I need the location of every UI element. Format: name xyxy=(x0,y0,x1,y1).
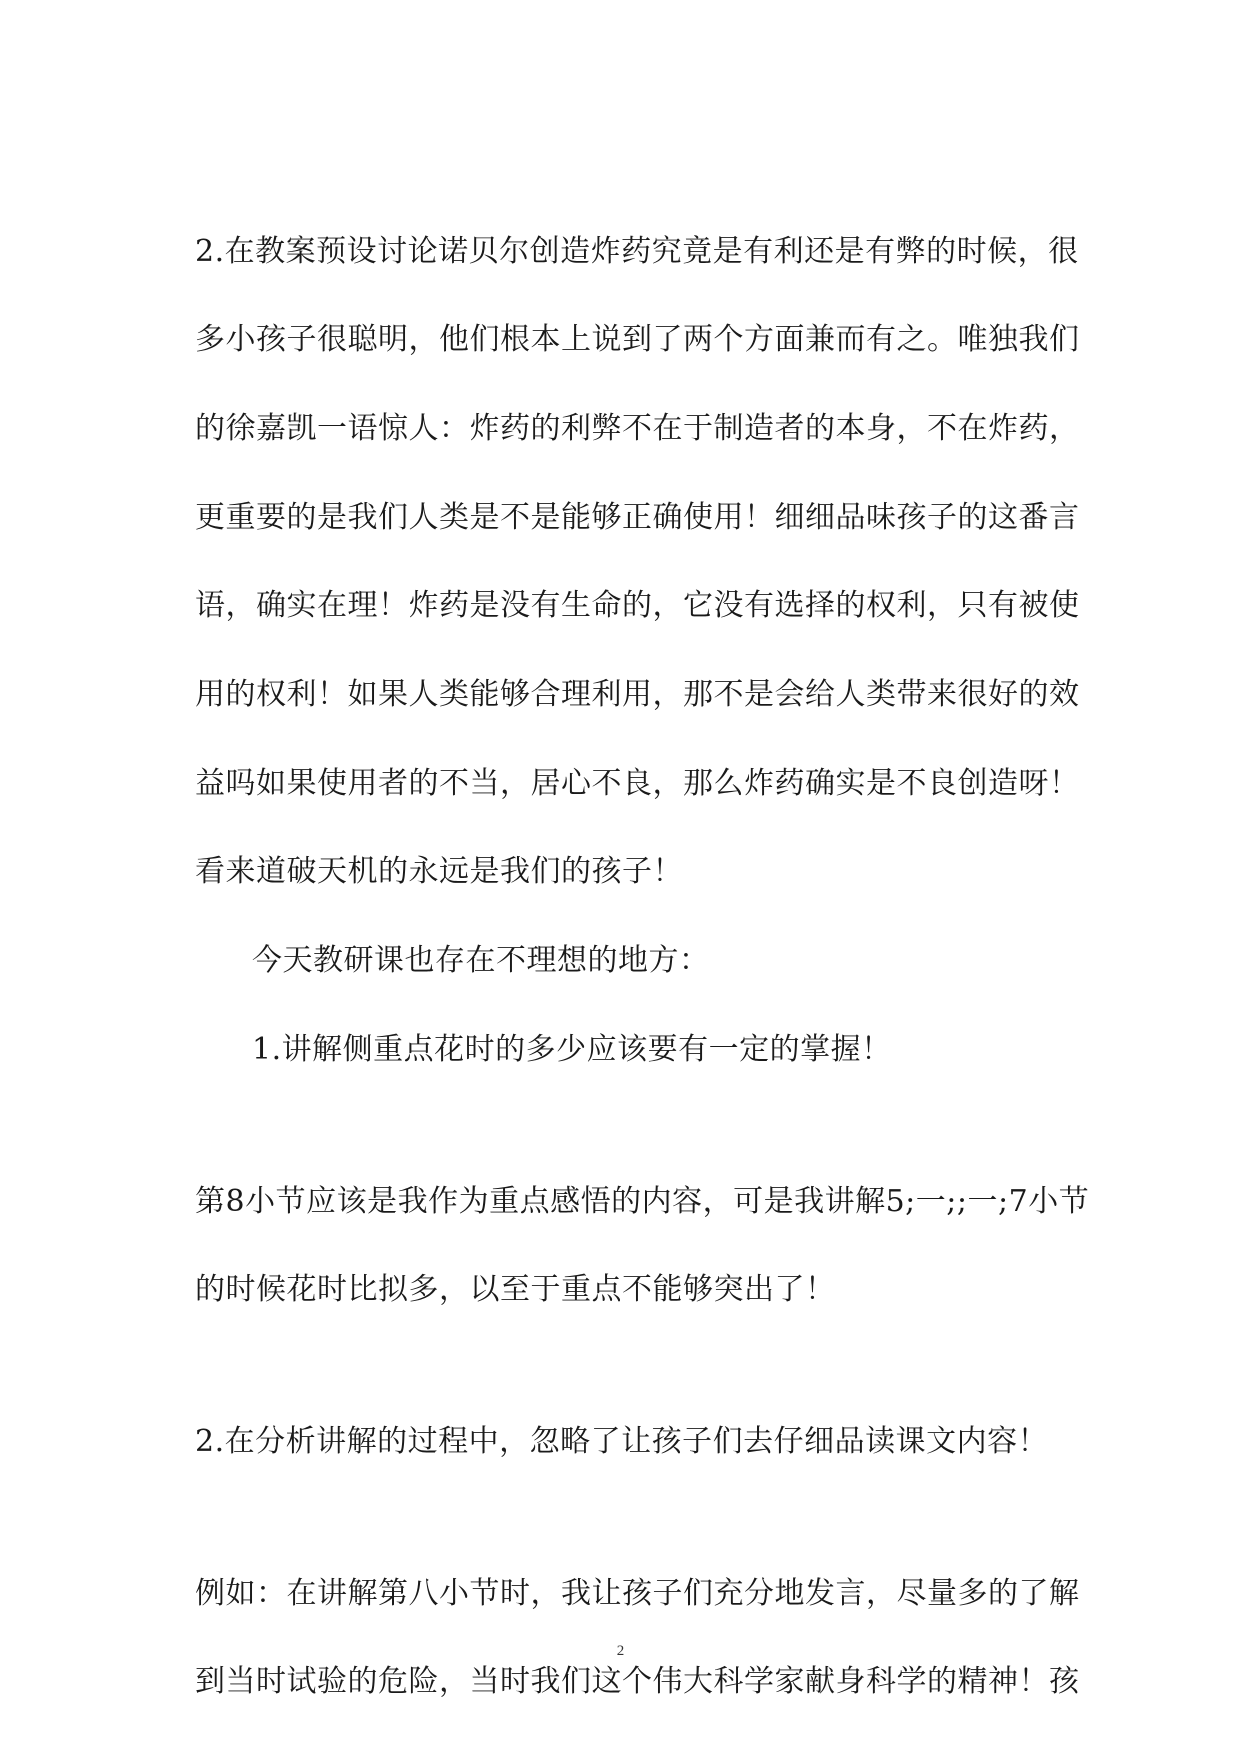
text-line: 2.在分析讲解的过程中，忽略了让孩子们去仔细品读课文内容！ xyxy=(195,1424,1049,1459)
text-line: 看来道破天机的永远是我们的孩子！ xyxy=(195,854,683,889)
text-line: 今天教研课也存在不理想的地方： xyxy=(252,943,710,978)
text-line: 益吗如果使用者的不当，居心不良，那么炸药确实是不良创造呀！ xyxy=(195,766,1080,801)
text-line: 例如：在讲解第八小节时，我让孩子们充分地发言，尽量多的了解 xyxy=(195,1576,1080,1611)
text-line: 多小孩子很聪明，他们根本上说到了两个方面兼而有之。唯独我们 xyxy=(195,322,1080,357)
text-line: 2.在教案预设讨论诺贝尔创造炸药究竟是有利还是有弊的时候，很 xyxy=(195,234,1079,269)
text-line: 的徐嘉凯一语惊人：炸药的利弊不在于制造者的本身，不在炸药， xyxy=(195,411,1080,446)
text-line: 更重要的是我们人类是不是能够正确使用！细细品味孩子的这番言 xyxy=(195,500,1080,535)
text-line: 1.讲解侧重点花时的多少应该要有一定的掌握！ xyxy=(252,1032,892,1067)
page-number: 2 xyxy=(616,1643,625,1659)
text-line: 到当时试验的危险，当时我们这个伟大科学家献身科学的精神！孩 xyxy=(195,1664,1080,1699)
text-line: 语，确实在理！炸药是没有生命的，它没有选择的权利，只有被使 xyxy=(195,588,1080,623)
text-line: 的时候花时比拟多，以至于重点不能够突出了！ xyxy=(195,1272,836,1307)
text-line: 用的权利！如果人类能够合理利用，那不是会给人类带来很好的效 xyxy=(195,677,1080,712)
text-line: 第8小节应该是我作为重点感悟的内容，可是我讲解5;一;;一;7小节 xyxy=(195,1184,1090,1219)
